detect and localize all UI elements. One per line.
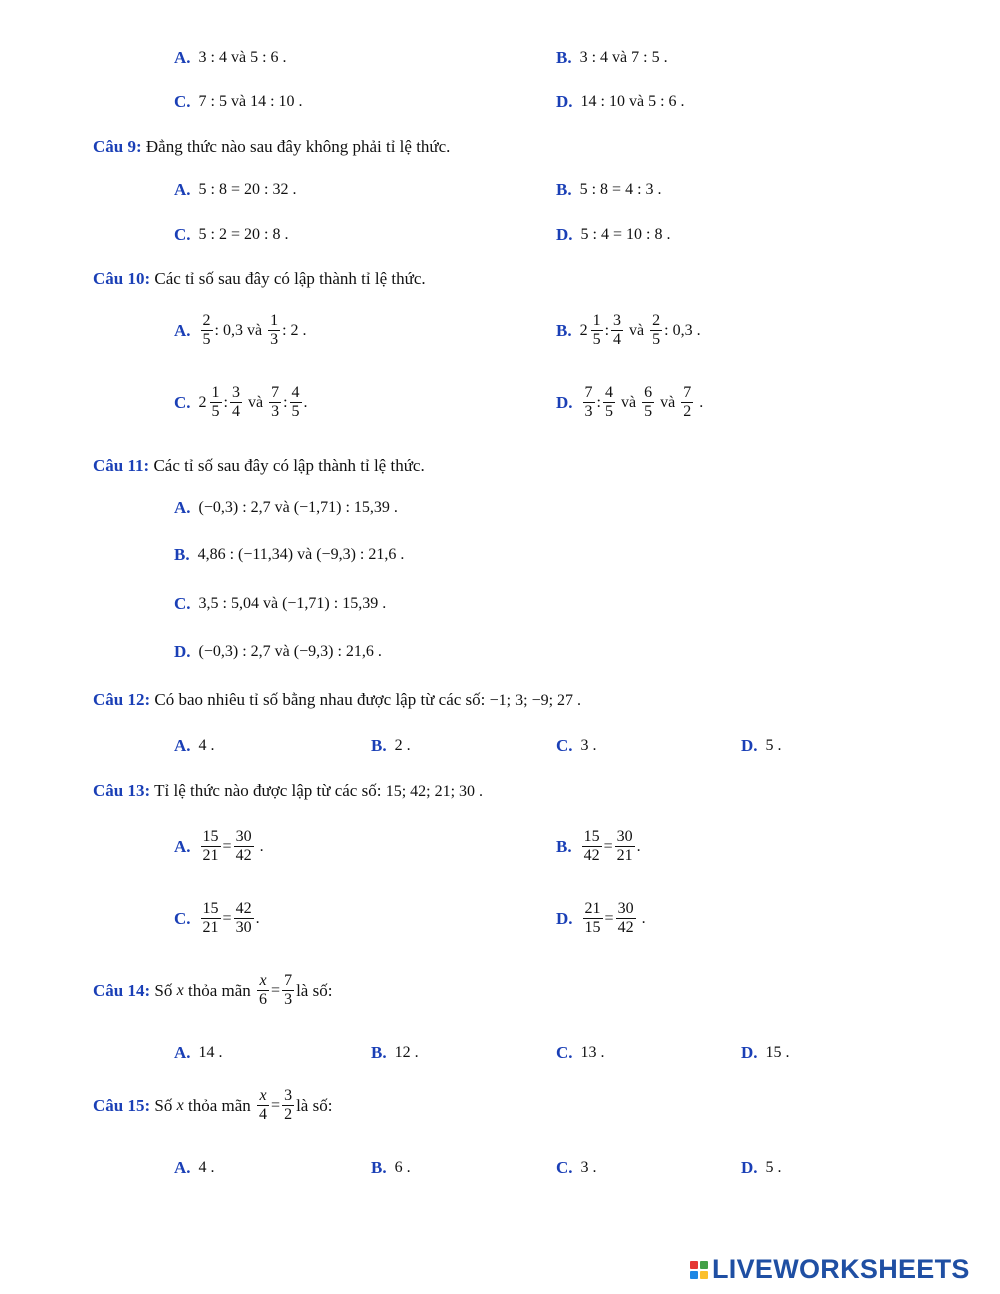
logo-square-red bbox=[690, 1261, 698, 1269]
text: : 0,3 và bbox=[214, 321, 263, 339]
logo-text: LIVEWORKSHEETS bbox=[712, 1254, 970, 1284]
question-9 bbox=[93, 137, 450, 157]
q13-option-d[interactable] bbox=[556, 900, 646, 938]
option-label: B. bbox=[556, 836, 572, 856]
option-label: B. bbox=[371, 1043, 387, 1062]
fraction: $\frac{3}{4}$ bbox=[613, 312, 622, 349]
q11-option-a[interactable] bbox=[174, 498, 398, 518]
q9-option-b[interactable] bbox=[556, 180, 662, 200]
variable: x bbox=[176, 1096, 184, 1114]
fraction: $\frac{2}{5}$ bbox=[202, 312, 211, 349]
option-text: 7 : 5 và 14 : 10 . bbox=[198, 93, 303, 110]
q9-option-a[interactable] bbox=[174, 180, 296, 200]
question-label: Câu 11: bbox=[93, 456, 150, 475]
question-label: Câu 15: bbox=[93, 1095, 151, 1115]
option-text: 4 . bbox=[198, 1159, 215, 1176]
fraction: $\frac{4}{5}$ bbox=[291, 384, 300, 421]
equals: = bbox=[222, 909, 232, 927]
option-text: 14 : 10 và 5 : 6 . bbox=[580, 93, 685, 110]
equals: = bbox=[271, 1096, 281, 1114]
fraction: $\frac{30}{42}$ bbox=[235, 828, 252, 865]
text: và bbox=[620, 393, 637, 411]
fraction: $\frac{15}{21}$ bbox=[202, 900, 219, 937]
option-label: A. bbox=[174, 320, 191, 340]
option-text: 5 . bbox=[765, 1159, 782, 1176]
option-label: C. bbox=[174, 594, 191, 613]
q14-option-c[interactable] bbox=[556, 1043, 605, 1063]
text: là số: bbox=[296, 980, 333, 1000]
text: . bbox=[636, 837, 641, 855]
option-text: 2 . bbox=[394, 737, 411, 754]
option-text: (−0,3) : 2,7 và (−9,3) : 21,6 . bbox=[198, 643, 382, 660]
fraction: $\frac{42}{30}$ bbox=[235, 900, 252, 937]
q10-option-c[interactable]: C. 2 $\frac{1}{5}$ : $\frac{3}{4}$ và $\frac{7}{3}$ : $\frac{4}{5}$ . bbox=[174, 384, 308, 421]
fraction: $\frac{x}{4}$ bbox=[259, 1087, 268, 1124]
option-label: C. bbox=[174, 225, 191, 244]
option-label: B. bbox=[371, 1158, 387, 1177]
option-label: D. bbox=[741, 1158, 758, 1177]
q13-option-a[interactable] bbox=[174, 828, 264, 866]
logo-square-green bbox=[700, 1261, 708, 1269]
text: : 2 . bbox=[282, 321, 307, 339]
question-label: Câu 10: bbox=[93, 269, 151, 288]
question-label: Câu 9: bbox=[93, 137, 142, 156]
text: : 0,3 . bbox=[664, 321, 701, 339]
option-text: 5 : 4 = 10 : 8 . bbox=[580, 226, 671, 243]
option-text: 6 . bbox=[394, 1159, 411, 1176]
text: và bbox=[629, 321, 645, 339]
fraction: $\frac{1}{3}$ bbox=[270, 312, 279, 349]
option-label: C. bbox=[556, 1158, 573, 1177]
option-text: 5 . bbox=[765, 737, 782, 754]
option-text: 3,5 : 5,04 và (−1,71) : 15,39 . bbox=[198, 595, 387, 612]
equals: = bbox=[603, 837, 613, 855]
fraction: $\frac{4}{5}$ bbox=[604, 384, 613, 421]
fraction: $\frac{30}{42}$ bbox=[617, 900, 634, 937]
q15-option-c[interactable] bbox=[556, 1158, 597, 1178]
option-label: C. bbox=[174, 908, 191, 928]
option-text: 3 : 4 và 5 : 6 . bbox=[198, 49, 287, 66]
option-label: D. bbox=[556, 392, 573, 412]
variable: x bbox=[176, 981, 184, 999]
fraction: $\frac{1}{5}$ bbox=[211, 384, 220, 421]
question-text: Các tỉ số sau đây có lập thành tỉ lệ thức. bbox=[153, 456, 425, 475]
option-text: 3 . bbox=[580, 1159, 597, 1176]
option-label: D. bbox=[556, 92, 573, 111]
fraction: $\frac{7}{3}$ bbox=[284, 972, 293, 1009]
option-label: C. bbox=[556, 1043, 573, 1062]
option-label: A. bbox=[174, 736, 191, 755]
option-label: A. bbox=[174, 180, 191, 199]
option-text: 13 . bbox=[580, 1044, 605, 1061]
q15-option-b[interactable] bbox=[371, 1158, 411, 1178]
option-text: 4,86 : (−11,34) và (−9,3) : 21,6 . bbox=[197, 546, 405, 563]
logo-squares-icon bbox=[690, 1261, 708, 1279]
text: . bbox=[255, 909, 260, 927]
option-label: A. bbox=[174, 498, 191, 517]
fraction: $\frac{7}{3}$ bbox=[584, 384, 593, 421]
mixed-whole: 2 bbox=[198, 393, 207, 411]
text: . bbox=[303, 393, 308, 411]
question-label: Câu 14: bbox=[93, 980, 151, 1000]
option-label: A. bbox=[174, 48, 191, 67]
q15-option-d[interactable] bbox=[741, 1158, 782, 1178]
mixed-whole: 2 bbox=[579, 321, 588, 339]
fraction: $\frac{x}{6}$ bbox=[259, 972, 268, 1009]
q11-option-d[interactable] bbox=[174, 642, 382, 662]
text: Số bbox=[154, 1095, 173, 1115]
logo-square-yellow bbox=[700, 1271, 708, 1279]
q11-option-c[interactable] bbox=[174, 594, 386, 614]
fraction: $\frac{21}{15}$ bbox=[584, 900, 601, 937]
text: là số: bbox=[296, 1095, 333, 1115]
text: . bbox=[699, 393, 704, 411]
q10-option-d[interactable]: D. $\frac{7}{3}$ : $\frac{4}{5}$ và $\frac{6}{5}$ và $\frac{7}{2}$ . bbox=[556, 384, 704, 421]
option-label: B. bbox=[371, 736, 387, 755]
question-math: 15; 42; 21; 30 . bbox=[385, 783, 484, 800]
equals: = bbox=[222, 837, 232, 855]
q9-option-d[interactable] bbox=[556, 225, 670, 245]
fraction: $\frac{15}{21}$ bbox=[202, 828, 219, 865]
fraction: $\frac{3}{4}$ bbox=[231, 384, 240, 421]
question-15 bbox=[93, 1087, 332, 1125]
q12-option-c[interactable] bbox=[556, 736, 597, 756]
fraction: $\frac{30}{21}$ bbox=[616, 828, 633, 865]
q14-option-a[interactable] bbox=[174, 1043, 223, 1063]
option-label: A. bbox=[174, 1043, 191, 1062]
fraction: $\frac{7}{3}$ bbox=[271, 384, 280, 421]
option-label: C. bbox=[174, 92, 191, 111]
text: Số bbox=[154, 980, 173, 1000]
question-label: Câu 13: bbox=[93, 781, 151, 800]
text: và bbox=[247, 393, 264, 411]
fraction: $\frac{1}{5}$ bbox=[592, 312, 601, 349]
question-12 bbox=[93, 690, 581, 710]
q13-option-c[interactable] bbox=[174, 900, 260, 938]
option-label: D. bbox=[556, 225, 573, 244]
text: và bbox=[660, 393, 676, 411]
q9-option-c[interactable] bbox=[174, 225, 288, 245]
q10-option-a[interactable] bbox=[174, 312, 307, 350]
q12-option-d[interactable] bbox=[741, 736, 782, 756]
text: . bbox=[259, 837, 264, 855]
equals: = bbox=[271, 981, 281, 999]
q12-option-a[interactable] bbox=[174, 736, 215, 756]
option-text: 12 . bbox=[394, 1044, 419, 1061]
fraction: $\frac{7}{2}$ bbox=[683, 384, 692, 421]
fraction: $\frac{6}{5}$ bbox=[644, 384, 653, 421]
option-text: 3 : 4 và 7 : 5 . bbox=[579, 49, 668, 66]
option-text: 14 . bbox=[198, 1044, 223, 1061]
option-label: B. bbox=[556, 48, 572, 67]
question-14 bbox=[93, 972, 332, 1010]
option-label: C. bbox=[556, 736, 573, 755]
option-text: 15 . bbox=[765, 1044, 790, 1061]
q12-option-b[interactable] bbox=[371, 736, 411, 756]
option-label: B. bbox=[174, 545, 190, 564]
question-text: Có bao nhiêu tỉ số bằng nhau được lập từ các số: bbox=[154, 690, 486, 709]
q13-option-b[interactable] bbox=[556, 828, 641, 866]
text: thỏa mãn bbox=[187, 980, 251, 1000]
option-label: B. bbox=[556, 320, 572, 340]
question-10 bbox=[93, 269, 426, 289]
question-text: Tỉ lệ thức nào được lập từ các số: bbox=[154, 781, 382, 800]
option-label: C. bbox=[174, 392, 191, 412]
fraction: $\frac{3}{2}$ bbox=[284, 1087, 293, 1124]
equals: = bbox=[604, 909, 614, 927]
q11-option-b[interactable] bbox=[174, 545, 404, 565]
logo-square-blue bbox=[690, 1271, 698, 1279]
option-label: B. bbox=[556, 180, 572, 199]
q14-option-b[interactable] bbox=[371, 1043, 419, 1063]
option-text: 5 : 8 = 4 : 3 . bbox=[579, 181, 662, 198]
q10-option-b[interactable]: B. 2 $\frac{1}{5}$ : $\frac{3}{4}$ và $\frac{2}{5}$ : 0,3 . bbox=[556, 312, 701, 349]
text: . bbox=[641, 909, 646, 927]
option-label: A. bbox=[174, 1158, 191, 1177]
q8-option-a[interactable] bbox=[174, 48, 287, 68]
fraction: $\frac{15}{42}$ bbox=[583, 828, 600, 865]
option-label: D. bbox=[556, 908, 573, 928]
fraction: $\frac{2}{5}$ bbox=[652, 312, 661, 349]
q14-option-d[interactable] bbox=[741, 1043, 790, 1063]
option-text: 5 : 8 = 20 : 32 . bbox=[198, 181, 297, 198]
option-text: 4 . bbox=[198, 737, 215, 754]
option-label: D. bbox=[174, 642, 191, 661]
q8-option-d[interactable] bbox=[556, 92, 685, 112]
q8-option-b[interactable] bbox=[556, 48, 668, 68]
option-label: D. bbox=[741, 736, 758, 755]
option-label: D. bbox=[741, 1043, 758, 1062]
option-text: 5 : 2 = 20 : 8 . bbox=[198, 226, 289, 243]
question-text: Đẳng thức nào sau đây không phải tỉ lệ thức. bbox=[145, 137, 451, 156]
question-text: Các tỉ số sau đây có lập thành tỉ lệ thức. bbox=[154, 269, 426, 288]
liveworksheets-logo[interactable] bbox=[690, 1254, 970, 1285]
question-label: Câu 12: bbox=[93, 690, 151, 709]
question-11 bbox=[93, 456, 425, 476]
option-text: 3 . bbox=[580, 737, 597, 754]
q15-option-a[interactable] bbox=[174, 1158, 215, 1178]
question-13 bbox=[93, 781, 483, 801]
question-math: −1; 3; −9; 27 . bbox=[489, 692, 582, 709]
option-label: A. bbox=[174, 836, 191, 856]
option-text: (−0,3) : 2,7 và (−1,71) : 15,39 . bbox=[198, 499, 398, 516]
q8-option-c[interactable] bbox=[174, 92, 303, 112]
text: thỏa mãn bbox=[187, 1095, 251, 1115]
